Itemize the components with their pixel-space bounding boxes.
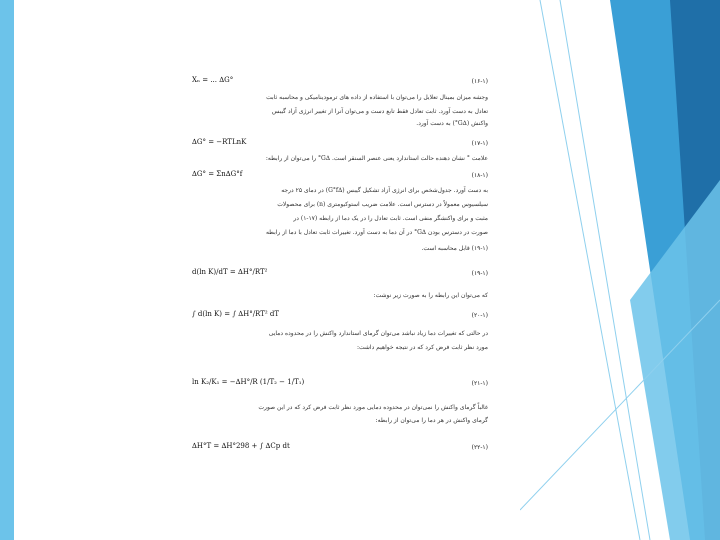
equation: d(ln K)/dT = ∆H°/RT²: [192, 268, 268, 276]
equation-number: (۲۱-۱): [471, 380, 488, 387]
equation: ln K₂/K₁ = −∆H°/R (1/T₂ − 1/T₁): [192, 378, 305, 386]
text-line: مثبت و برای واکنشگر منفی است. ثابت تعادل را در یک دما از رابطه (۱۷-۱) در: [293, 215, 488, 222]
text-line: علامت ° نشان دهنده حالت استاندارد یعنی عنصر السنقر است. ∆G° را می‌توان از رابطه:: [265, 155, 488, 162]
text-line: (۱۹-۱) قابل محاسبه است.: [421, 245, 488, 252]
text-line: به دست آورد. جدول‌شخص برای انرژی آزاد تشکیل گیبس (∆G°f) در دمای ۲۵ درجه: [281, 187, 488, 194]
text-line: که می‌توان این رابطه را به صورت زیر نوشت:: [373, 292, 488, 299]
text-line: سیلسیوس معمولاً در دسترس است. علامت ضریب استوکیومتری (n) برای محصولات: [277, 201, 488, 208]
equation: ∆H°T = ∆H°298 + ∫ ∆Cp dt: [192, 442, 290, 450]
text-line: در حالتی که تغییرات دما زیاد نباشد می‌توان گرمای استاندارد واکنش را در محدوده دمایی: [268, 330, 488, 337]
left-accent-bar: [0, 0, 14, 540]
text-line: مورد نظر ثابت فرض کرد که در نتیجه خواهیم داشت:: [356, 344, 488, 351]
equation: ∆G° = −RTLnK: [192, 138, 247, 146]
equation-number: (۱۶-۱): [471, 78, 488, 85]
equation: Xₙ = ... ∆G°: [192, 76, 234, 84]
equation-number: (۱۹-۱): [471, 270, 488, 277]
text-line: غالباً گرمای واکنش را نمی‌توان در محدوده دمایی مورد نظر ثابت فرض کرد که در این صورت: [258, 404, 488, 411]
equation-number: (۲۰-۱): [471, 312, 488, 319]
text-line: گرمای واکنش در هر دما را می‌توان از رابطه:: [375, 417, 488, 424]
equation-number: (۱۷-۱): [471, 140, 488, 147]
document-page: [192, 62, 488, 472]
equation-number: (۱۸-۱): [471, 172, 488, 179]
text-line: واکنش (∆G°) به دست آورد.: [416, 120, 488, 127]
text-line: تعادل به دست آورد. ثابت تعادل فقط تابع دست و می‌توان آنرا از تغییر انرژی آزاد گیبس: [271, 108, 488, 115]
equation: ∫ d(ln K) = ∫ ∆H°/RT² dT: [192, 310, 280, 318]
decorative-corner-shapes: [520, 0, 720, 540]
text-line: صورت در دسترس بودن ∆G° در آن دما به دست آورد. تغییرات ثابت تعادل با دما از رابطه: [265, 229, 488, 236]
equation-number: (۲۲-۱): [471, 444, 488, 451]
equation: ∆G° = Σn∆G°f: [192, 170, 243, 178]
text-line: وجشه میزان بمینال تعلایل را می‌توان با استفاده از داده های ترمودینامیکی و محاسبه ثابت: [266, 94, 488, 101]
